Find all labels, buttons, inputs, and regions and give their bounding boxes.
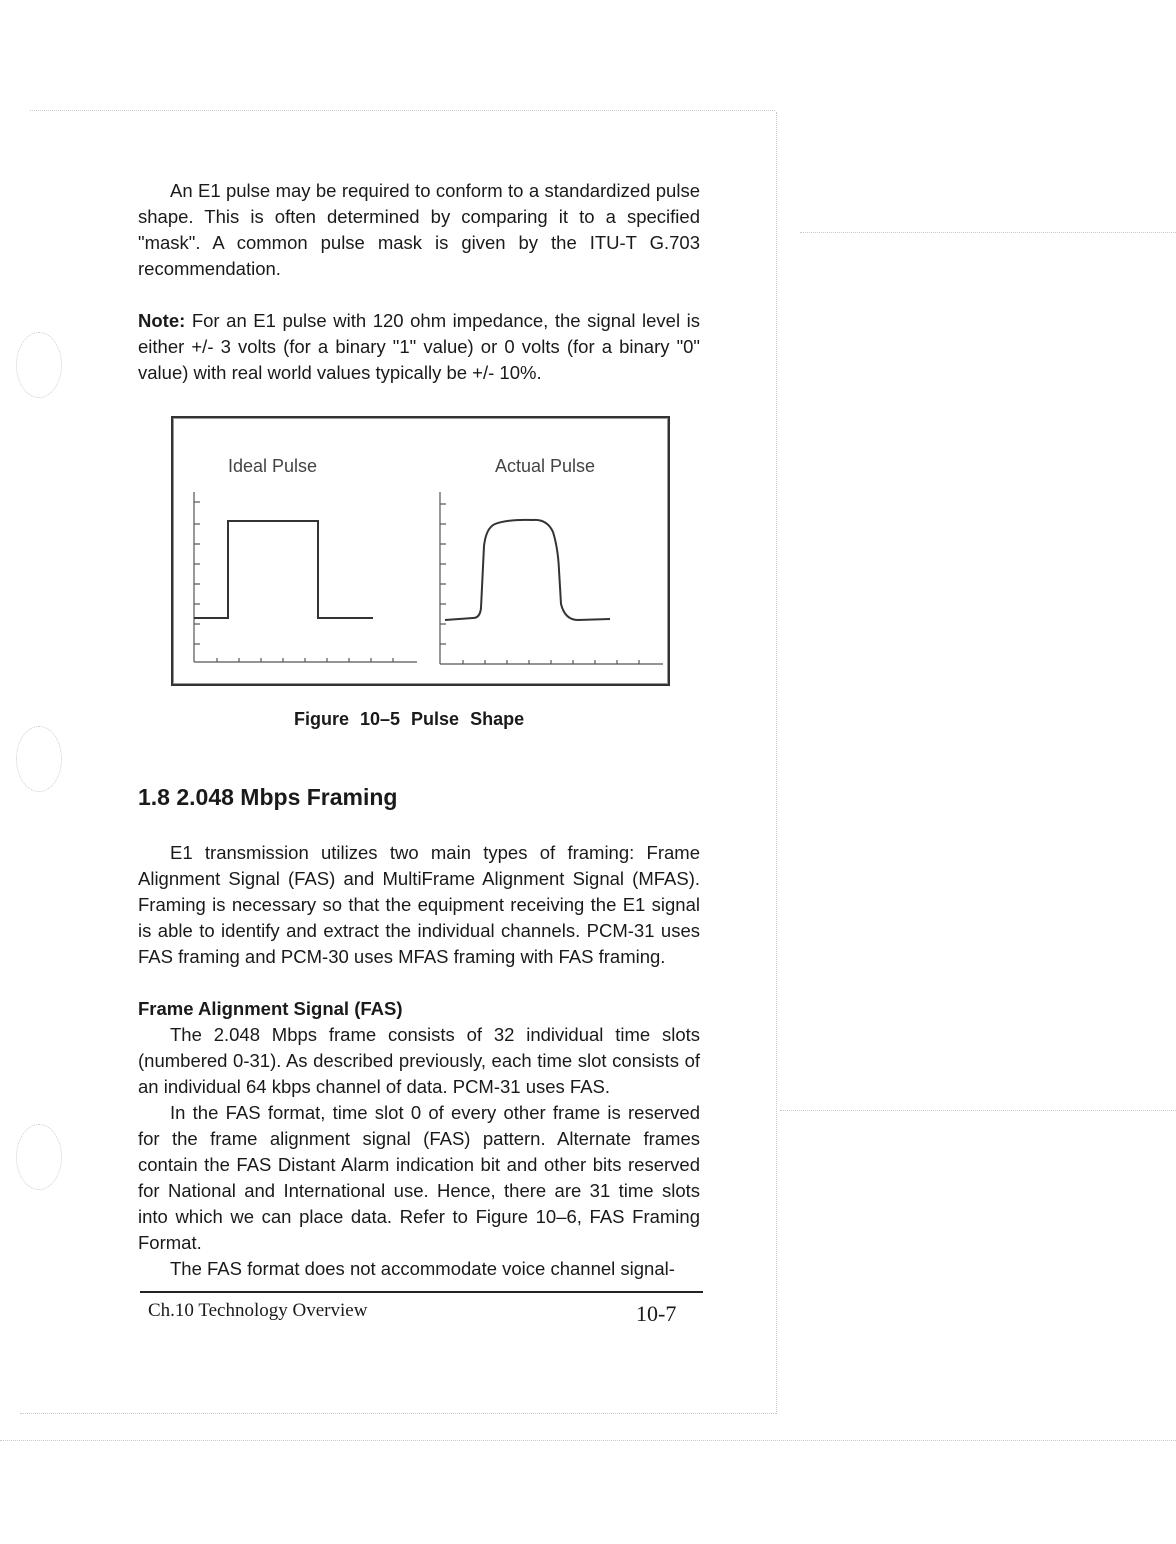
pulse-shape-figure	[171, 416, 670, 686]
fas-paragraph-1: The 2.048 Mbps frame consists of 32 individual time slots (numbered 0-31). As described previously, each time slot consists of an individual 64 kbps channel of data. PCM-31 uses FAS.	[138, 1024, 700, 1097]
fas-paragraph-3: The FAS format does not accommodate voice channel signal-	[170, 1258, 675, 1279]
footer-rule	[140, 1291, 703, 1293]
scan-artifact-right-edge	[776, 112, 777, 1414]
binder-hole-bottom	[16, 1124, 62, 1190]
actual-pulse-label: Actual Pulse	[495, 456, 596, 476]
fas-heading: Frame Alignment Signal (FAS)	[138, 998, 403, 1019]
framing-block	[138, 840, 700, 970]
scan-artifact-page-edge	[0, 1440, 1176, 1441]
note-label: Note:	[138, 310, 186, 331]
footer-page-number: 10-7	[636, 1301, 677, 1326]
pulse-plots	[173, 418, 668, 684]
ideal-pulse-label: Ideal Pulse	[228, 456, 318, 476]
footer-chapter: Ch.10 Technology Overview	[148, 1300, 368, 1321]
intro-paragraph: An E1 pulse may be required to conform to a standardized pulse shape. This is often determined by comparing it to a specified "mask". A common pulse mask is given by the ITU-T G.703 recommendation.	[138, 180, 700, 279]
framing-paragraph: E1 transmission utilizes two main types of framing: Frame Alignment Signal (FAS) and MultiFrame Alignment Signal (MFAS). Framing is necessary so that the equipment receiving the E1 signal is able to identify and extract the individual channels. PCM-31 uses FAS framing and PCM-30 uses MFAS framing with FAS framing.	[138, 842, 700, 967]
binder-hole-top	[16, 332, 62, 398]
note-text: For an E1 pulse with 120 ohm impedance, the signal level is either +/- 3 volts (for a binary "1" value) or 0 volts (for a binary "0" value) with real world values typically be +/- 10%.	[138, 310, 700, 383]
actual-pulse-axes	[440, 492, 663, 664]
fas-block	[138, 996, 700, 1282]
figure-caption: Figure 10–5 Pulse Shape	[294, 709, 525, 729]
note-block	[138, 308, 700, 386]
note-paragraph	[138, 308, 700, 386]
scan-artifact-bottom-line	[20, 1413, 776, 1414]
intro-block	[138, 178, 700, 282]
binder-hole-middle	[16, 726, 62, 792]
fas-paragraph-2: In the FAS format, time slot 0 of every other frame is reserved for the frame alignment signal (FAS) pattern. Alternate frames contain the FAS Distant Alarm indication bit and other bits reserved for National and International use. Hence, there are 31 time slots into which we can place data. Refer to Figure 10–6, FAS Framing Format.	[138, 1102, 700, 1253]
ideal-pulse-trace	[194, 521, 373, 618]
scan-artifact-right-mark-top	[800, 232, 1176, 233]
actual-pulse-trace	[445, 520, 610, 620]
section-heading: 1.8 2.048 Mbps Framing	[138, 784, 398, 810]
scan-artifact-right-mark	[780, 1110, 1176, 1111]
scan-artifact-top-line	[30, 110, 775, 111]
